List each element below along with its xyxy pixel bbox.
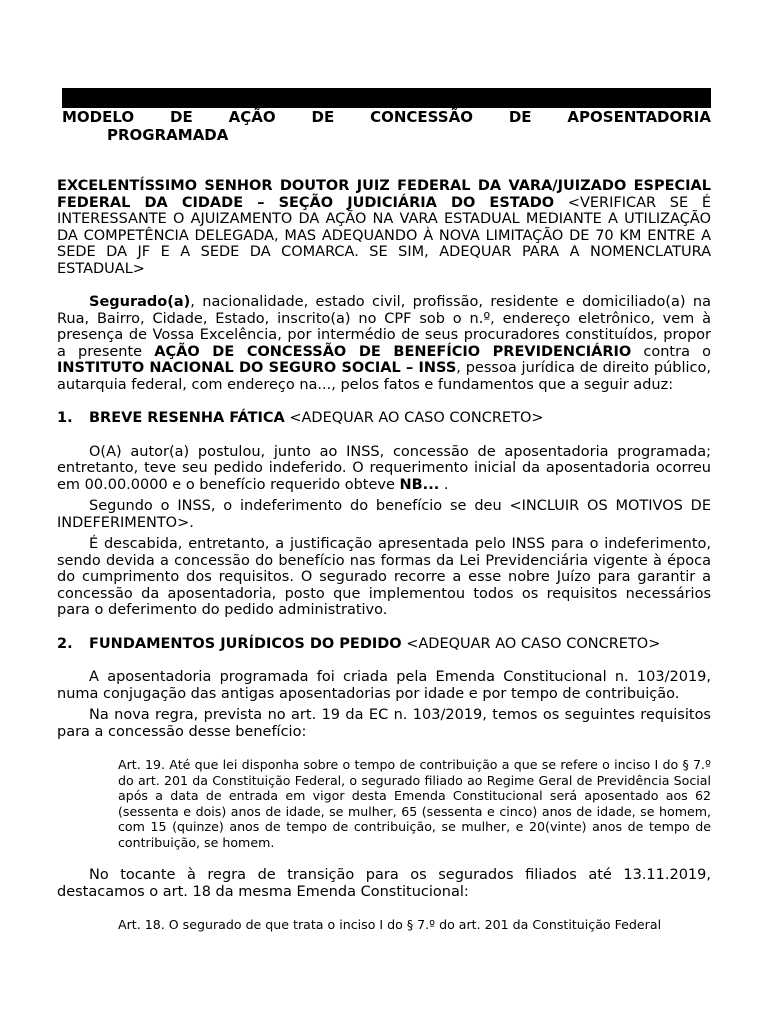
intro-text-3: , pessoa jurídica de direito público, autarquia federal, com endereço na..., pelos fatos e fundamentos que a seguir aduz: xyxy=(57,360,711,393)
section-2-note: <ADEQUAR AO CASO CONCRETO> xyxy=(401,635,661,652)
intro-text-2: contra o xyxy=(631,343,711,360)
intro-paragraph xyxy=(57,294,711,393)
defendant-name: INSTITUTO NACIONAL DO SEGURO SOCIAL – INSS xyxy=(57,360,457,376)
section-1-paragraph-2: Segundo o INSS, o indeferimento do benefício se deu <INCLUIR OS MOTIVOS DE INDEFERIMENTO>. xyxy=(57,498,711,531)
document-title: MODELO DE AÇÃO DE CONCESSÃO DE APOSENTADORIA xyxy=(62,108,711,126)
quote-art-19: Art. 19. Até que lei disponha sobre o tempo de contribuição a que se refere o inciso I do § 7.º do art. 201 da Constituição Federal, o segurado filiado ao Regime Geral de Previdência Social após a data de entrada em vigor desta Emenda Constitucional será aposentado aos 62 (sessenta e dois) anos de idade, se mulher, 65 (sessenta e cinco) anos de idade, se homem, com 15 (quinze) anos de tempo de contribuição, se mulher, e 20(vinte) anos de tempo de contribuição, se homem. xyxy=(118,757,711,850)
benefit-number: NB... xyxy=(399,476,440,493)
action-name: AÇÃO DE CONCESSÃO DE BENEFÍCIO PREVIDENCIÁRIO xyxy=(154,343,632,360)
section-2-heading xyxy=(57,636,711,653)
section-1-paragraph-1 xyxy=(57,444,711,494)
section-1-title: BREVE RESENHA FÁTICA xyxy=(89,410,285,426)
section-2-paragraph-2: Na nova regra, prevista no art. 19 da EC n. 103/2019, temos os seguintes requisitos para a concessão desse benefício: xyxy=(57,707,711,740)
section-2-paragraph-1: A aposentadoria programada foi criada pela Emenda Constitucional n. 103/2019, numa conjugação das antigas aposentadorias por idade e por tempo de contribuição. xyxy=(57,669,711,702)
plaintiff-label: Segurado(a) xyxy=(89,294,191,310)
section-1-note: <ADEQUAR AO CASO CONCRETO> xyxy=(284,410,544,426)
intro-text-1: , nacionalidade, estado civil, profissão, residente e domiciliado(a) na Rua, Bairro, Cidade, Estado, inscrito(a) no CPF sob o n.º, endereço eletrônico, vem à presença de Vossa Excelência, por intermédio de seus procuradores constituídos, propor a presente xyxy=(57,294,711,360)
section-1-heading xyxy=(57,410,711,427)
court-address xyxy=(57,178,711,277)
court-address-note: <VERIFICAR SE É INTERESSANTE O AJUIZAMENTO DA AÇÃO NA VARA ESTADUAL MEDIANTE A UTILIZAÇÃO DA COMPETÊNCIA DELEGADA, MAS ADEQUANDO À NOVA LIMITAÇÃO DE 70 KM ENTRE A SEDE DA JF E A SEDE DA COMARCA. SE SIM, ADEQUAR PARA A NOMENCLATURA ESTADUAL> xyxy=(57,194,711,277)
section-1-paragraph-1-end: . xyxy=(439,476,449,493)
section-1-paragraph-3: É descabida, entretanto, a justificação apresentada pelo INSS para o indeferimento, sendo devida a concessão do benefício nas formas da Lei Previdenciária vigente à época do cumprimento dos requisitos. O segurado recorre a esse nobre Juízo para garantir a concessão da aposentadoria, posto que implementou todos os requisitos necessários para o deferimento do pedido administrativo. xyxy=(57,536,711,618)
section-1-number: 1. xyxy=(57,410,73,426)
section-2-title: FUNDAMENTOS JURÍDICOS DO PEDIDO xyxy=(89,635,402,652)
header-black-bar xyxy=(62,88,711,108)
quote-art-18: Art. 18. O segurado de que trata o inciso I do § 7.º do art. 201 da Constituição Federal xyxy=(118,917,662,932)
section-2-number: 2. xyxy=(57,635,73,652)
section-2-paragraph-3: No tocante à regra de transição para os segurados filiados até 13.11.2019, destacamos o art. 18 da mesma Emenda Constitucional: xyxy=(57,867,711,900)
court-address-bold: EXCELENTÍSSIMO SENHOR DOUTOR JUIZ FEDERAL DA VARA/JUIZADO ESPECIAL FEDERAL DA CIDADE – SEÇÃO JUDICIÁRIA DO ESTADO xyxy=(57,178,711,211)
section-1-paragraph-1-text: O(A) autor(a) postulou, junto ao INSS, concessão de aposentadoria programada; entretanto, teve seu pedido indeferido. O requerimento inicial da aposentadoria ocorreu em 00.00.0000 e o benefício requerido obteve xyxy=(57,443,711,493)
document-title-continuation: PROGRAMADA xyxy=(107,126,229,144)
document-body xyxy=(57,178,711,933)
